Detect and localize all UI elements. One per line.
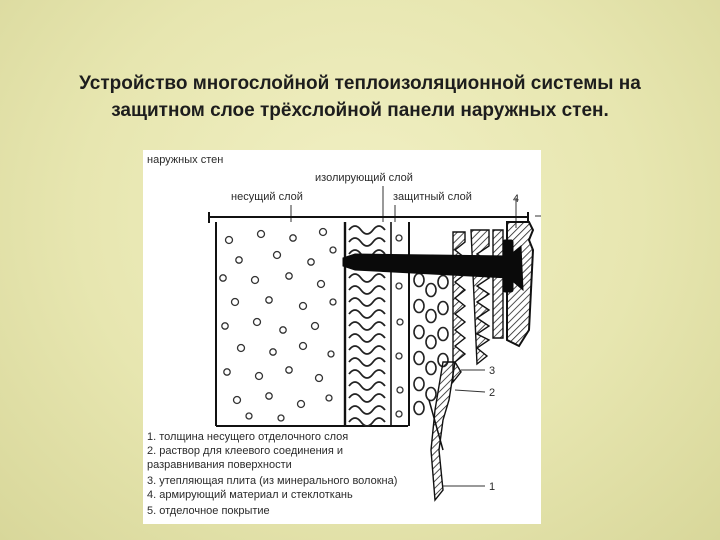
legend-item-5: 5. отделочное покрытие bbox=[147, 505, 270, 517]
legend bbox=[147, 431, 397, 517]
callout-4: 4 bbox=[513, 193, 520, 205]
slide-title bbox=[20, 70, 700, 124]
callout-3: 3 bbox=[489, 365, 496, 377]
label-bearing-layer: несущий слой bbox=[231, 191, 303, 203]
callout-1: 1 bbox=[489, 481, 496, 493]
title-line-1: Устройство многослойной теплоизоляционной системы на bbox=[79, 73, 641, 94]
title-line-2: защитном слое трёхслойной панели наружных стен. bbox=[111, 100, 609, 121]
bearing-layer-aggregate bbox=[220, 229, 336, 422]
legend-item-1: 1. толщина несущего отделочного слоя bbox=[147, 431, 349, 443]
callout-2: 2 bbox=[489, 387, 496, 399]
label-protective-layer: защитный слой bbox=[393, 191, 472, 203]
wall-section-diagram bbox=[143, 150, 541, 524]
legend-item-2: 2. раствор для клеевого соединения и bbox=[147, 445, 343, 457]
legend-item-2-cont: разравнивания поверхности bbox=[147, 459, 292, 471]
adhesive-strips bbox=[453, 230, 503, 382]
legend-item-4: 4. армирующий материал и стеклоткань bbox=[147, 489, 353, 501]
diagram-canvas bbox=[143, 150, 541, 524]
lower-layer-tail bbox=[429, 362, 455, 500]
label-insulating-layer: изолирующий слой bbox=[315, 172, 413, 184]
legend-item-3: 3. утепляющая плита (из минерального волокна) bbox=[147, 475, 398, 487]
label-outer-walls: наружных стен bbox=[147, 154, 224, 166]
